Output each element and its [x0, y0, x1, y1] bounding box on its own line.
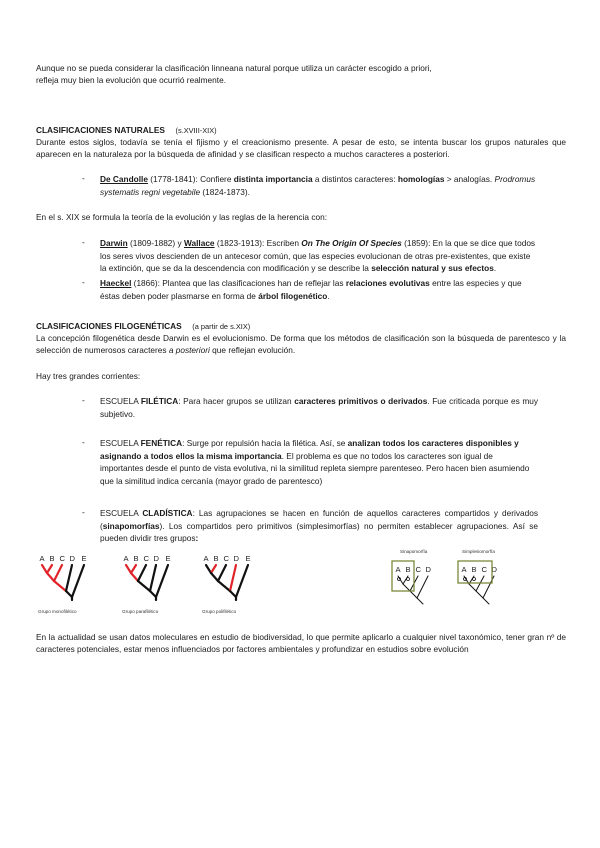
item-text: (1859): En la que se dice que todos los seres vivos descienden de un antecesor común, que las especies evolucionan de otras pre-existentes, que existe la extinción, que se da la descendencia con modificación y se describe la: [100, 238, 536, 273]
filogeneticas-paragraph: [36, 332, 566, 356]
branch-ABCD: [230, 591, 236, 597]
item-text: ESCUELA: [100, 508, 143, 518]
branch-B: [131, 565, 136, 573]
tip-label-A: A: [395, 565, 401, 574]
branch-AB: [47, 573, 54, 581]
item-text: (1866): Plantea que las clasificaciones han de reflejar las: [131, 278, 346, 288]
character-mark: [473, 578, 476, 581]
branch-E: [156, 565, 168, 597]
school-fenetica: [100, 437, 538, 487]
tip-label-C: C: [481, 565, 487, 574]
branch-B: [211, 565, 216, 573]
item-bold: distinta importancia: [233, 174, 313, 184]
item-text: (1809-1882) y: [127, 238, 184, 248]
branch-A: [206, 565, 211, 573]
item-text: : Para hacer grupos se utilizan: [178, 396, 295, 406]
tip-label-B: B: [405, 565, 411, 574]
diagram-label: Simplesiomorfía: [462, 549, 495, 554]
item-text: > analogías.: [444, 174, 495, 184]
item-text: (1823-1913): Escriben: [214, 238, 302, 248]
branch-ABC: [54, 581, 66, 591]
s19-paragraph: En el s. XIX se formula la teoría de la evolución y las reglas de la herencia con:: [36, 212, 328, 222]
item-text: (1778-1841): Confiere: [147, 174, 234, 184]
intro-line-2: refleja muy bien la evolución que ocurrió realmente.: [36, 75, 227, 85]
root: [417, 598, 423, 604]
author-name: Darwin: [100, 238, 128, 248]
branch-AB: [131, 573, 138, 581]
section-title: CLASIFICACIONES FILOGENÉTICAS: [36, 321, 182, 331]
branch: [410, 591, 417, 598]
final-paragraph: En la actualidad se usan datos moleculares en estudio de biodiversidad, lo que permite aplicarlo a cualquier nivel taxonómico, tener gran nº de caracteres potenciales, estar menos influenciados por factores ambientales y profundizar en estudios sobre evolución: [36, 632, 566, 654]
section-period: (a partir de s.XIX): [192, 322, 251, 331]
tip-label-D: D: [69, 554, 75, 563]
item-text: . Fue criticada porque es muy subjetivo.: [100, 396, 538, 419]
branch-C: [138, 565, 146, 581]
branch: [469, 584, 476, 591]
item-bold: selección natural y sus efectos: [371, 263, 494, 273]
school-name: FILÉTICA: [140, 396, 179, 406]
item-bold: árbol filogenético: [258, 290, 328, 301]
intro-paragraph: [36, 62, 566, 86]
paragraph-text: que reflejan evolución.: [209, 345, 296, 355]
tip-label-B: B: [213, 554, 219, 563]
author-name: De Candolle: [100, 174, 148, 184]
book-title: Prodromus systematis regni vegetabile: [100, 174, 536, 197]
diagram-label: Sinapomorfía: [400, 549, 428, 554]
branch-ABCD: [150, 591, 156, 597]
branch: [403, 584, 410, 591]
tip-label-A: A: [123, 554, 129, 563]
school-name: FENÉTICA: [140, 438, 183, 448]
tip-label-B: B: [49, 554, 55, 563]
item-text: entre las especies y que éstas deben poder plasmarse en forma de: [100, 278, 522, 301]
tree-caption: Grupo monofilético: [38, 609, 77, 614]
item-text: a distintos caracteres:: [312, 174, 398, 184]
branch-ABC: [218, 581, 230, 591]
school-filetica: [100, 395, 538, 420]
branch-C: [218, 565, 226, 581]
item-bold: relaciones evolutivas: [345, 278, 430, 288]
tip-label-A: A: [39, 554, 45, 563]
school-name: CLADÍSTICA: [142, 508, 193, 518]
tree-caption: Grupo parafilético: [122, 609, 159, 614]
item-text: ESCUELA: [100, 438, 141, 448]
tree-caption: Grupo polifilético: [202, 609, 237, 614]
list-dash: -: [82, 437, 85, 447]
item-text: ). Los compartidos pero primitivos (simplesimorfías) no permiten establecer agrupaciones. Así se pueden dividir tres grupos: [100, 520, 538, 543]
item-bold: caracteres primitivos o derivados: [294, 396, 428, 406]
item-bold: analizan todos los caracteres disponibles y asignando a todos ellos la misma importancia: [100, 438, 519, 461]
author-name: Haeckel: [100, 278, 132, 288]
tip-label-D: D: [491, 565, 497, 574]
list-dash: -: [82, 277, 85, 287]
list-dash: -: [82, 173, 85, 183]
item-text: : Surge por repulsión hacia la filética. Así, se: [182, 438, 348, 448]
item-text: . El problema es que no todos los caracteres son igual de importantes desde el punto de vista evolutiva, ni la similitud repleta siempre parenteseo. Pero hacen bien asumiendo que la similitud indica cercanía (mayor grado de parentesco): [100, 450, 530, 486]
apomorphy-diagram: [386, 546, 521, 606]
root: [483, 598, 489, 604]
branch-E: [72, 565, 84, 597]
list-item-darwin: [100, 237, 538, 275]
branch-ABC: [138, 581, 150, 591]
item-bold: homologías: [397, 174, 445, 184]
item-text: (1824-1873).: [200, 186, 250, 197]
tip-label-A: A: [203, 554, 209, 563]
tip-label-C: C: [59, 554, 65, 563]
tip-label-D: D: [153, 554, 159, 563]
branch-B: [47, 565, 52, 573]
list-item-decandolle: [100, 173, 538, 198]
list-item-haeckel: [100, 277, 538, 302]
paragraph-italic: a posteriori: [168, 345, 210, 355]
paragraph-text: La concepción filogenética desde Darwin es el evolucionismo. De forma que los métodos de clasificación son la búsqueda de parentesco y la selección de numerosos caracteres: [36, 333, 566, 355]
branch: [476, 591, 483, 598]
tip-label-E: E: [81, 554, 87, 563]
tip-label-A: A: [461, 565, 467, 574]
section-period: (s.XVIII-XIX): [175, 126, 217, 135]
intro-line-1: Aunque no se pueda considerar la clasificación linneana natural porque utiliza un carácter escogido a priori,: [36, 63, 432, 73]
item-text: : Las agrupaciones se hacen en función de aquellos caracteres compartidos y derivados (: [100, 508, 538, 531]
branch: [417, 576, 428, 598]
tip-label-C: C: [143, 554, 149, 563]
list-dash: -: [82, 237, 85, 247]
branch-D: [66, 565, 72, 591]
author-name: Wallace: [183, 238, 215, 248]
list-dash: -: [82, 395, 85, 405]
tip-label-B: B: [133, 554, 139, 563]
item-text: .: [327, 290, 330, 301]
tip-label-E: E: [165, 554, 171, 563]
item-bold: sinapomorfías: [102, 520, 160, 531]
branch-A: [126, 565, 131, 573]
school-cladistica: [100, 507, 538, 545]
branch-AB: [211, 573, 218, 581]
branch-D: [150, 565, 156, 591]
tip-label-E: E: [245, 554, 251, 563]
item-text: .: [493, 263, 497, 273]
corrientes-intro: Hay tres grandes corrientes:: [36, 371, 141, 381]
tip-label-C: C: [415, 565, 421, 574]
tip-label-B: B: [471, 565, 477, 574]
branch-D: [230, 565, 236, 591]
item-text: ESCUELA: [100, 396, 141, 406]
item-bold: :: [195, 533, 199, 543]
book-title: On The Origin Of Species: [301, 238, 402, 248]
tip-label-C: C: [223, 554, 229, 563]
branch-C: [54, 565, 62, 581]
section-title: CLASIFICACIONES NATURALES: [36, 125, 165, 135]
branch-ABCD: [66, 591, 72, 597]
list-dash: -: [82, 507, 85, 517]
branch-A: [42, 565, 47, 573]
tip-label-D: D: [233, 554, 239, 563]
natural-paragraph: Durante estos siglos, todavía se tenía el fijismo y el creacionismo presente. A pesar de esto, se intenta buscar los grupos naturales que aparecen en la naturaleza por la búsqueda de afinidad y se clasifican respecto a muchos caracteres a posteriori.: [36, 137, 566, 159]
tip-label-D: D: [425, 565, 431, 574]
branch-E: [236, 565, 248, 597]
phylogenetic-trees-figure: [36, 553, 286, 623]
character-mark: [407, 578, 410, 581]
